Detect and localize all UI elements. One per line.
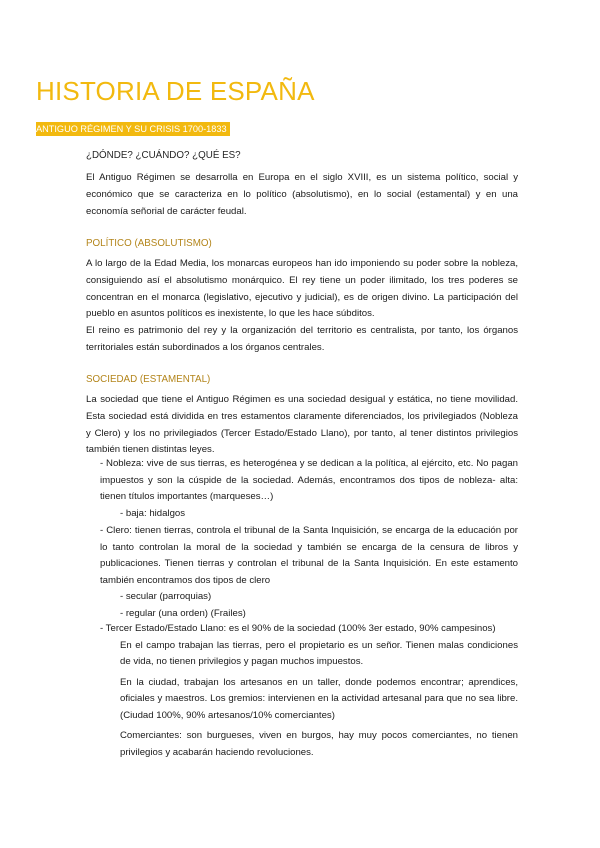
section-donde-cuando <box>86 148 518 165</box>
estamentos-list-clero <box>100 523 518 622</box>
list-item-tercer-estado: - Tercer Estado/Estado Llano: es el 90% de la sociedad (100% 3er estado, 90% campesinos) <box>100 623 496 634</box>
heading-sociedad: SOCIEDAD (ESTAMENTAL) <box>86 374 211 385</box>
paragraph-intro <box>86 170 518 220</box>
estamentos-list <box>100 456 518 522</box>
section-politico <box>86 236 518 253</box>
section-sociedad <box>86 372 518 389</box>
heading-politico: POLÍTICO (ABSOLUTISMO) <box>86 238 212 249</box>
list-subitem-comerciantes: Comerciantes: son burgueses, viven en burgos, hay muy pocos comerciantes, no tienen privilegios y acabarán haciendo revoluciones. <box>120 730 518 758</box>
list-subitem-campo: En el campo trabajan las tierras, pero el propietario es un señor. Tienen malas condiciones de vida, no tienen privilegios y pagan muchos impuestos. <box>120 639 518 667</box>
paragraph: A lo largo de la Edad Media, los monarcas europeos han ido imponiendo su poder sobre la nobleza, consiguiendo así el absolutismo monárquico. El rey tiene un poder ilimitado, los tres poderes se concentran en el monarca (legislativo, ejecutivo y judicial), es de origen divino. La participación del pueblo en asuntos políticos es inexistente, lo que les hace súbditos. <box>86 258 518 320</box>
heading-donde-cuando: ¿DÓNDE? ¿CUÁNDO? ¿QUÉ ES? <box>86 150 241 161</box>
document-title: HISTORIA DE ESPAÑA <box>36 76 315 106</box>
paragraph: El reino es patrimonio del rey y la organización del territorio es centralista, por tanto, los órganos territoriales están subordinados a los órganos centrales. <box>86 325 518 353</box>
paragraph-politico <box>86 256 518 357</box>
list-subitem: - regular (una orden) (Frailes) <box>120 607 246 619</box>
paragraph: El Antiguo Régimen se desarrolla en Europa en el siglo XVIII, es un sistema político, social y económico que se caracteriza en lo político (absolutismo), en lo social (estamental) y en una economía señorial de carácter feudal. <box>86 172 518 217</box>
list-item-nobleza: - Nobleza: vive de sus tierras, es heterogénea y se dedican a la política, al ejército, etc. No pagan impuestos y son la cúspide de la sociedad. Además, encontramos dos tipos de nobleza- alta: tienen títulos importantes (marqueses…) <box>100 458 518 502</box>
paragraph: La sociedad que tiene el Antiguo Régimen es una sociedad desigual y estática, no tiene movilidad. Esta sociedad está dividida en tres estamentos claramente diferenciados, los privilegiados (Nobleza y Clero) y los no privilegiados (Tercer Estado/Estado Llano), por tanto, al tener distintos privilegios también tienen distintas leyes. <box>86 394 518 456</box>
paragraph-sociedad <box>86 392 518 459</box>
list-subitem-ciudad: En la ciudad, trabajan los artesanos en un taller, donde podemos encontrar; aprendices, oficiales y maestros. Los gremios: intervienen en la actividad artesanal para que no sea libre. (Ciudad 100%, 90% artesanos/10% comerciantes) <box>120 676 518 721</box>
section-subtitle-highlight: ANTIGUO RÉGIMEN Y SU CRISIS 1700-1833 <box>36 122 230 136</box>
estamentos-list-tercer <box>100 621 518 761</box>
list-item-clero: - Clero: tienen tierras, controla el tribunal de la Santa Inquisición, se encarga de la educación por lo tanto controlan la moral de la sociedad y también se encarga de la censura de libros y publicaciones. Tienen tierras y controlan el tribunal de la Santa Inquisición. En este estamento también encontramos dos tipos de clero <box>100 525 518 586</box>
list-subitem: - secular (parroquias) <box>120 591 212 602</box>
list-subitem: - baja: hidalgos <box>120 507 186 519</box>
